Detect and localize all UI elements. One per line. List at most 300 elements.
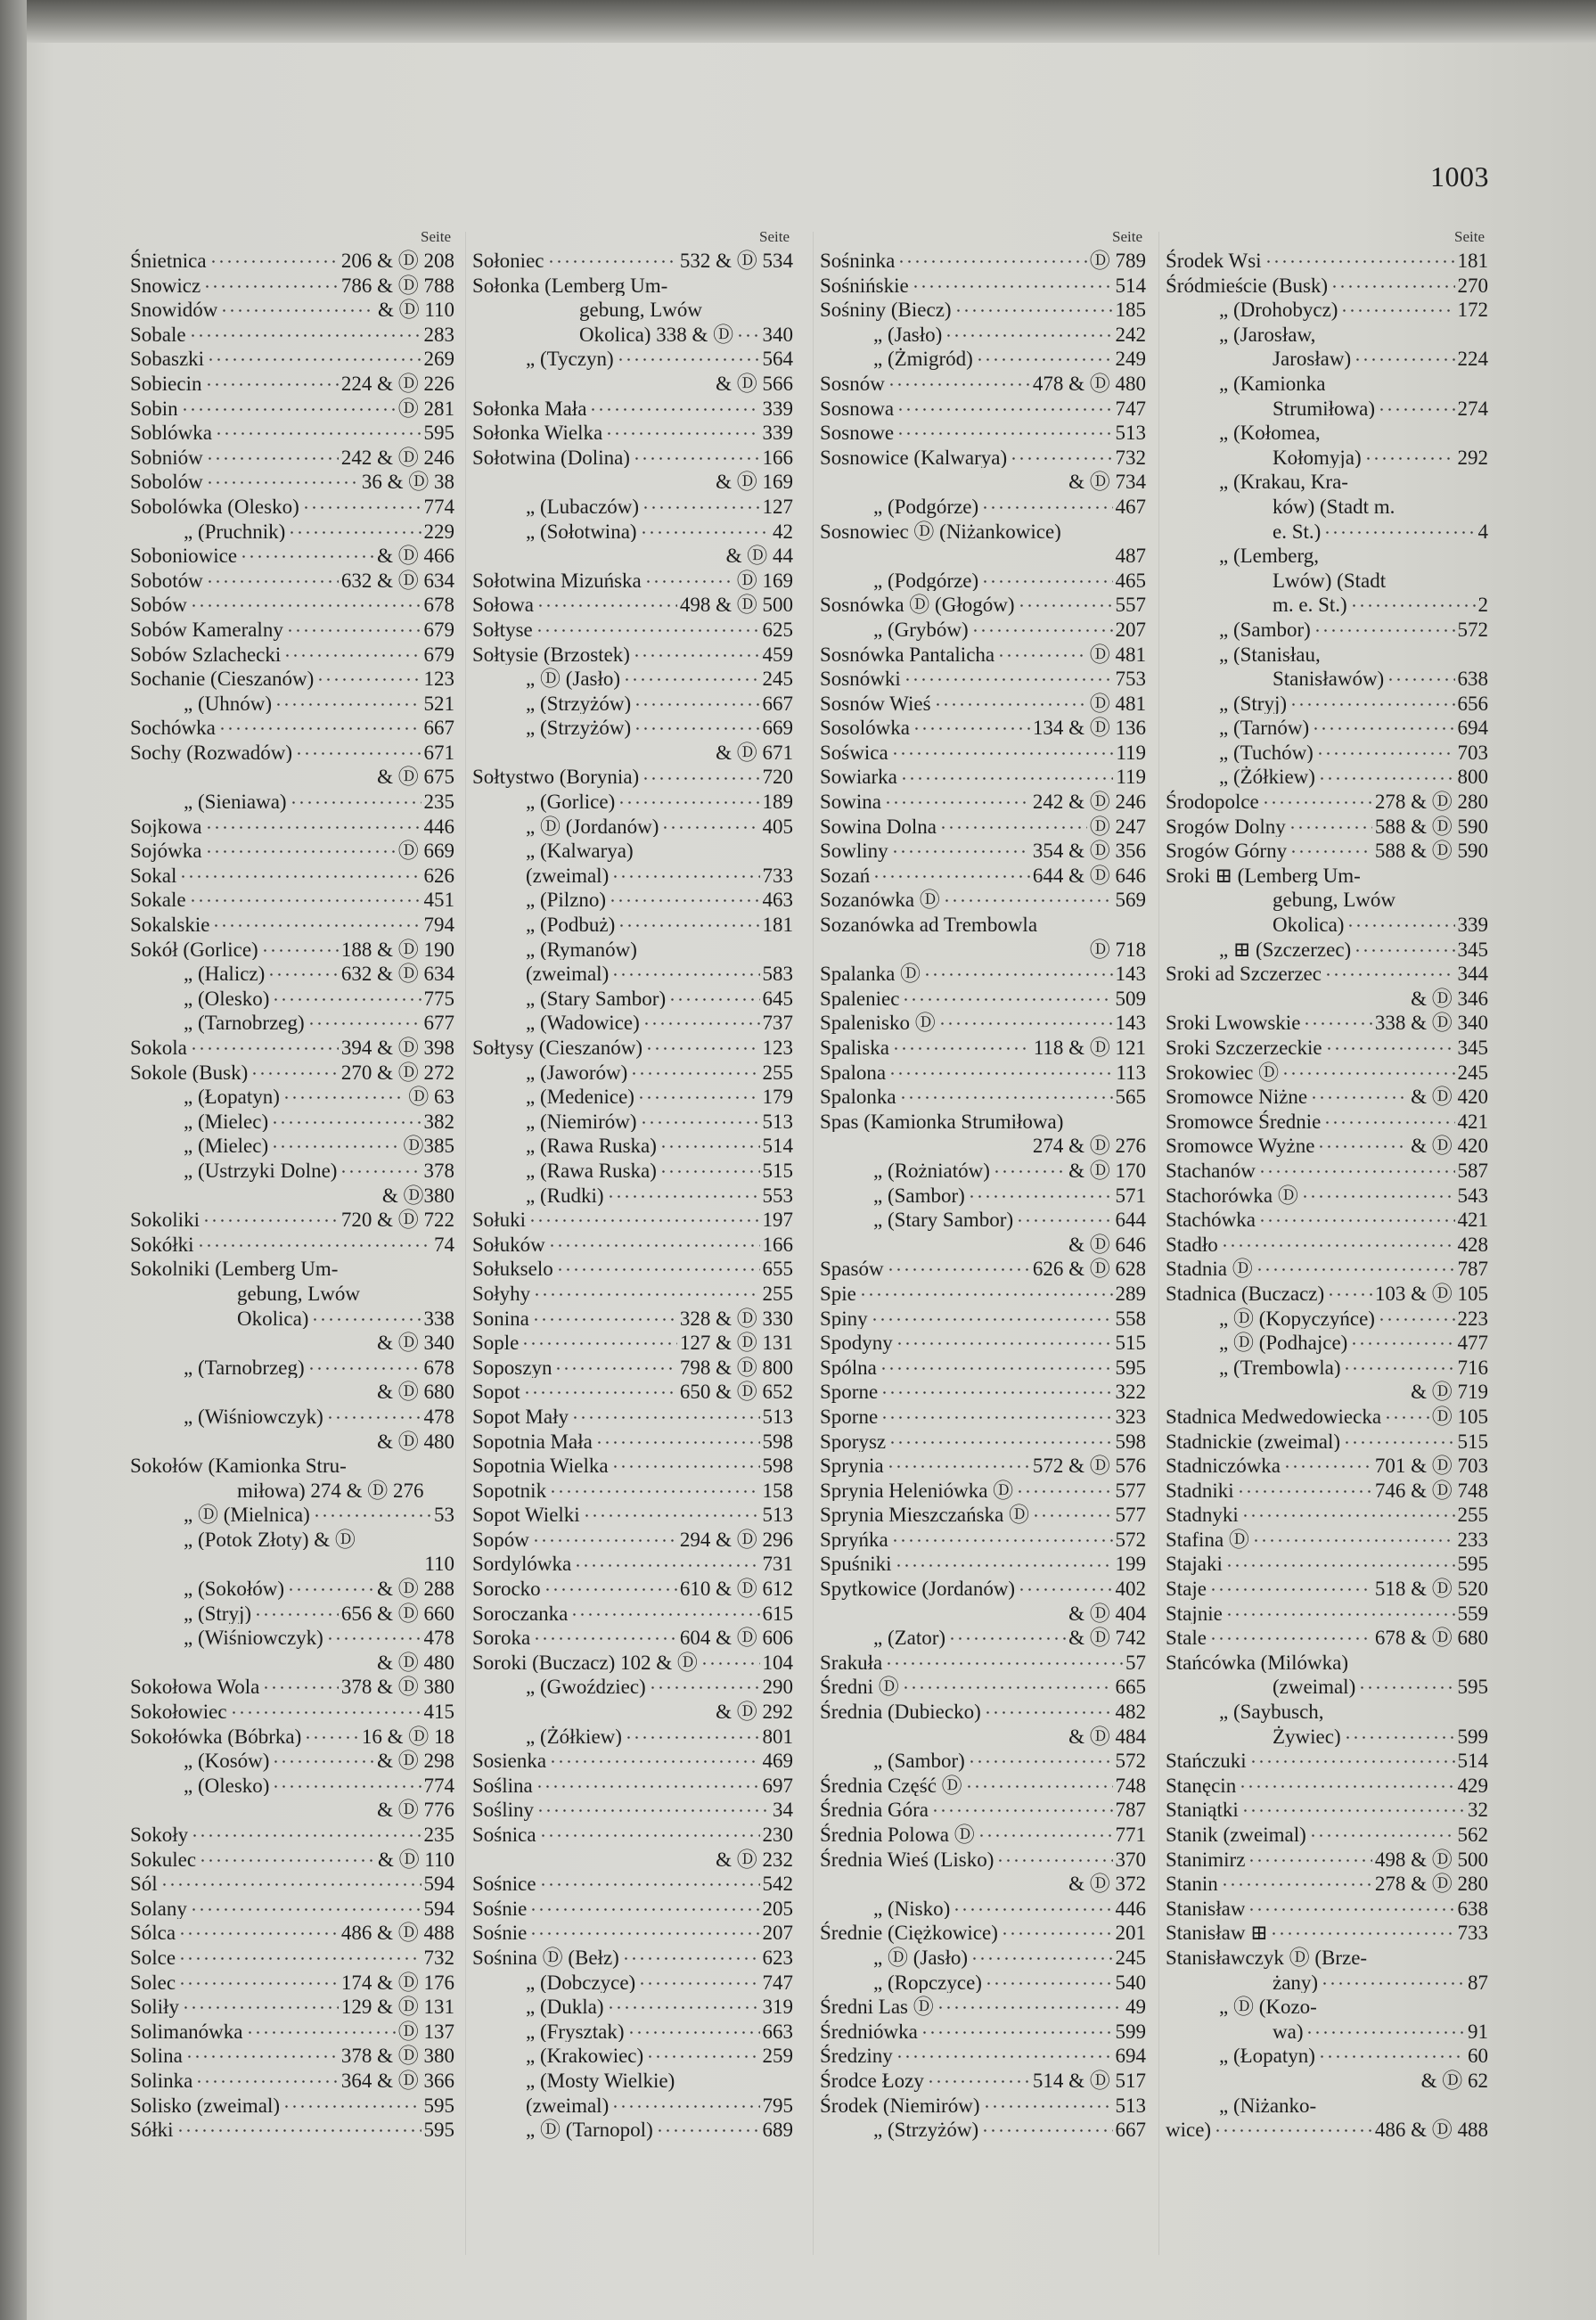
column-header: Seite [1112,228,1142,245]
index-entry [472,960,793,985]
index-entry [1166,2116,1488,2141]
entry-place-name: Sochy (Rozwadów) [130,741,293,764]
entry-page-ref: 230 [762,1824,793,1846]
entry-page-ref: 181 [762,914,793,936]
index-entry [130,1182,454,1207]
index-entry [1166,1059,1488,1084]
entry-place-name: Stajaki [1166,1553,1223,1576]
entry-place-name: Srogów Dolny [1166,815,1286,838]
leader-dots [521,1329,676,1349]
entry-place-name: „ (Sambor) [873,1184,965,1207]
entry-page-ref: Ⓓ 669 [397,840,454,862]
entry-page-ref: 119 [1116,741,1146,764]
leader-dots [1350,591,1476,611]
leader-dots [968,1747,1113,1767]
entry-place-name: gebung, Lwów [579,299,702,321]
index-entry [472,886,793,911]
index-entry [130,1157,454,1182]
leader-dots [539,1821,760,1841]
index-entry [472,542,793,567]
entry-place-name: „ (Pruchnik) [184,520,286,543]
leader-dots [981,493,1112,513]
index-entry [1166,444,1488,469]
entry-page-ref: 565 [1115,1086,1146,1108]
leader-dots [326,1624,422,1644]
index-column-3 [820,227,1146,2268]
index-entry [1166,1329,1488,1354]
entry-place-name: „ (Jarosław, [1219,323,1316,346]
entry-page-ref: 42 [773,520,793,543]
index-entry [130,1944,454,1969]
entry-page-ref: 207 [762,1922,793,1944]
leader-dots [937,1993,1123,2013]
index-entry [820,1378,1146,1403]
leader-dots [185,2042,339,2062]
leader-dots [1378,395,1455,415]
leader-dots [927,2067,1030,2087]
entry-place-name: Sokoliki [130,1209,200,1231]
leader-dots [207,345,421,365]
entry-place-name: Sopów [472,1528,529,1551]
index-entry [1166,370,1488,395]
entry-place-name: Solce [130,1946,176,1969]
index-entry [820,419,1146,444]
entry-page-ref: 669 [762,717,793,739]
entry-place-name: Sołotwina Mizuńska [472,569,642,592]
entry-place-name: Sólca [130,1922,176,1944]
leader-dots [286,616,422,636]
entry-place-name: Sokółki [130,1233,194,1256]
entry-page-ref: 394 & Ⓓ 398 [340,1037,454,1059]
entry-place-name: Sromowce Średnie [1166,1110,1322,1133]
entry-place-name: „ (Strzyżów) [526,717,632,739]
column-header: Seite [759,228,790,245]
leader-dots [1309,1821,1455,1841]
entry-page-ref: 415 [423,1701,454,1723]
leader-dots [611,862,759,882]
index-entry [1166,1673,1488,1698]
entry-page-ref: 577 [1115,1479,1146,1502]
entry-page-ref: & Ⓓ 480 [377,1651,454,1674]
entry-place-name: Sosnowa [820,397,895,420]
leader-dots [607,1182,760,1202]
entry-place-name: Sobin [130,397,178,420]
entry-page-ref: 559 [1457,1602,1488,1625]
entry-place-name: Soliły [130,1996,179,2018]
entry-place-name: „ (Krakau, Kra- [1219,471,1348,493]
leader-dots [1001,1919,1113,1939]
index-entry [130,444,454,469]
index-entry [472,1231,793,1256]
leader-dots [880,1403,1112,1423]
entry-page-ref: & Ⓓ 298 [377,1750,454,1772]
entry-place-name: „ (Podgórze) [873,495,979,518]
entry-page-ref: 667 [423,717,454,739]
index-entry [472,345,793,370]
entry-place-name: Solinka [130,2069,193,2092]
entry-place-name: Stachówka [1166,1209,1256,1231]
leader-dots [899,1083,1113,1103]
entry-place-name: Stale [1166,1627,1207,1649]
entry-page-ref: Ⓓ 718 [1089,938,1146,961]
entry-place-name: „ (Wadowice) [526,1012,640,1034]
leader-dots [880,1378,1112,1398]
entry-place-name: Sople [472,1332,520,1354]
entry-page-ref: 259 [762,2045,793,2067]
entry-page-ref: 224 & Ⓓ 226 [340,372,454,395]
entry-place-name: Śnietnica [130,250,207,272]
entry-page-ref: 119 [1116,766,1146,789]
entry-page-ref: 446 [423,815,454,838]
entry-place-name: Stadnickie (zweimal) [1166,1430,1341,1453]
leader-dots [570,1600,759,1620]
entry-place-name: „ Ⓓ (Kopyczyńce) [1219,1307,1375,1330]
entry-place-name: Średziny [820,2045,893,2067]
index-entry [1166,960,1488,985]
entry-place-name: Sokołowiec [130,1701,227,1723]
entry-place-name: Stachanów [1166,1159,1256,1182]
entry-place-name: „ (Sambor) [873,1750,965,1772]
entry-page-ref: 459 [762,643,793,666]
leader-dots [997,641,1087,661]
leader-dots [644,567,734,587]
leader-dots [884,788,1030,808]
index-entry [130,542,454,567]
index-entry [472,1428,793,1453]
entry-place-name: Środce Łozy [820,2069,924,2092]
leader-dots [605,419,759,439]
index-entry [472,444,793,469]
entry-place-name: „ (Łopatyn) [1219,2045,1315,2067]
entry-page-ref: 74 [434,1233,454,1256]
index-entry [820,321,1146,346]
leader-dots [1241,1796,1465,1816]
index-entry [130,395,454,420]
index-entry [130,591,454,616]
leader-dots [1387,665,1454,685]
index-entry [472,370,793,395]
entry-place-name: wa) [1273,2020,1304,2043]
leader-dots [656,2116,760,2136]
entry-page-ref: & Ⓓ 480 [377,1430,454,1453]
index-entry [820,1772,1146,1797]
leader-dots [283,641,421,661]
index-entry [820,2018,1146,2043]
entry-place-name: Stadnica Medwedowiecka [1166,1405,1382,1428]
index-entry [472,739,793,764]
entry-place-name: Sołuki [472,1209,527,1231]
entry-page-ref: 421 [1457,1209,1488,1231]
leader-dots [923,960,1112,980]
leader-dots [549,1477,759,1497]
leader-dots [215,419,422,439]
entry-place-name: Sośnina Ⓓ (Bełz) [472,1946,619,1969]
leader-dots [230,1698,422,1718]
leader-dots [287,1575,374,1595]
entry-place-name: Sółki [130,2119,174,2141]
leader-dots [880,1354,1113,1374]
leader-dots [1318,2042,1465,2062]
entry-place-name: Średnia Polowa Ⓓ [820,1824,975,1846]
entry-page-ref: 599 [1115,2020,1146,2043]
entry-page-ref: & Ⓓ 404 [1068,1602,1146,1625]
entry-page-ref: 678 & Ⓓ 680 [1374,1627,1488,1649]
index-entry [472,1452,793,1477]
entry-page-ref: 49 [1125,1996,1146,2018]
entry-page-ref: 543 [1457,1184,1488,1207]
index-entry [1166,985,1488,1010]
leader-dots [206,468,359,488]
leader-dots [205,370,339,390]
entry-place-name: Sopotnik [472,1479,547,1502]
index-entry [1166,1895,1488,1920]
leader-dots [1323,1108,1454,1128]
leader-dots [547,247,677,267]
entry-place-name: „ (Kamionka [1219,372,1326,395]
entry-place-name: Sporne [820,1381,879,1403]
leader-dots [589,395,759,415]
entry-place-name: Sroki Lwowskie [1166,1012,1301,1034]
leader-dots [311,1305,421,1325]
leader-dots [888,1428,1112,1448]
leader-dots [1221,1231,1455,1251]
index-entry [820,1624,1146,1649]
entry-place-name: „ Ⓓ (Jasło) [526,668,621,690]
entry-place-name: Spuśniki [820,1553,892,1576]
entry-place-name: „ (Lubaczów) [526,495,640,518]
entry-page-ref: 290 [762,1676,793,1699]
entry-page-ref: 564 [762,348,793,370]
entry-page-ref: 513 [1115,422,1146,444]
index-entry [820,296,1146,321]
entry-place-name: Sołonka Mała [472,397,587,420]
entry-page-ref: 572 [1115,1528,1146,1551]
index-entry [472,1698,793,1723]
entry-page-ref: 143 [1115,1012,1146,1034]
leader-dots [891,1526,1113,1546]
index-entry [820,936,1146,961]
entry-page-ref: 558 [1115,1307,1146,1330]
entry-place-name: Stanin [1166,1873,1218,1895]
index-entry [820,1255,1146,1280]
leader-dots [271,1108,421,1128]
leader-dots [199,1846,375,1866]
entry-page-ref: 553 [762,1184,793,1207]
entry-page-ref: 206 & Ⓓ 208 [340,250,454,272]
leader-dots [642,1009,760,1029]
leader-dots [220,296,375,316]
leader-dots [176,2116,422,2136]
index-entry [130,1821,454,1846]
entry-place-name: Sokołów (Kamionka Stru- [130,1455,347,1477]
entry-place-name: „ (Wiśniowczyk) [184,1405,323,1428]
entry-place-name: „ (Niemirów) [526,1110,637,1133]
entry-place-name: Spalonka [820,1086,896,1108]
index-entry [820,247,1146,272]
column-rule [465,232,466,2255]
entry-page-ref: 60 [1468,2045,1488,2067]
leader-dots [1301,1182,1455,1202]
index-entry [820,1009,1146,1034]
index-entry [820,2067,1146,2092]
index-entry [1166,837,1488,862]
leader-dots [993,1157,1066,1177]
index-entry [472,1157,793,1182]
entry-page-ref: 428 [1457,1233,1488,1256]
index-entry [1166,1378,1488,1403]
entry-page-ref: 174 & Ⓓ 176 [340,1971,454,1994]
index-entry [472,518,793,543]
index-entry [472,1305,793,1330]
index-entry [130,1231,454,1256]
leader-dots [637,1083,760,1103]
entry-page-ref: 645 [762,987,793,1010]
entry-page-ref: 378 & Ⓓ 380 [340,2045,454,2067]
index-entry [820,1329,1146,1354]
entry-place-name: „ ⊞ (Szczerzec) [1219,938,1352,961]
leader-dots [900,763,1113,783]
index-entry [820,739,1146,764]
index-entry [1166,1255,1488,1280]
leader-dots [190,1034,339,1054]
index-entry [472,1083,793,1108]
index-entry [820,1083,1146,1108]
entry-page-ref: 328 & Ⓓ 330 [679,1307,793,1330]
leader-dots [533,1280,759,1300]
leader-dots [536,591,677,611]
index-entry [130,1305,454,1330]
entry-page-ref: 402 [1115,1578,1146,1600]
leader-dots [1324,960,1455,980]
index-entry [472,493,793,518]
index-entry [1166,321,1488,346]
entry-place-name: Sordylówka [472,1553,572,1576]
index-entry [820,1059,1146,1084]
entry-place-name: Średni Ⓓ [820,1676,899,1699]
entry-page-ref: 787 [1115,1799,1146,1821]
entry-place-name: „ (Ropczyce) [873,1971,982,1994]
entry-page-ref: & Ⓓ 288 [377,1578,454,1600]
entry-place-name: Sromowce Niżne [1166,1086,1308,1108]
entry-page-ref: 667 [1115,2119,1146,2141]
entry-page-ref: Ⓓ 789 [1089,250,1146,272]
entry-page-ref: 521 [423,692,454,715]
entry-page-ref: 104 [762,1651,793,1674]
entry-place-name: Sośniny (Biecz) [820,299,952,321]
leader-dots [1305,2018,1465,2038]
index-entry [472,2116,793,2141]
index-entry [472,1846,793,1871]
entry-place-name: Spie [820,1282,856,1305]
index-entry [1166,1182,1488,1207]
entry-place-name: Lwów) (Stadt [1273,569,1387,592]
leader-dots [189,886,422,906]
entry-place-name: „ (Stryj) [1219,692,1288,715]
entry-page-ref: & Ⓓ 646 [1068,1233,1146,1256]
leader-dots [1016,1206,1112,1226]
entry-page-ref: 378 & Ⓓ 380 [340,1676,454,1699]
leader-dots [885,1649,1123,1669]
index-entry [472,788,793,813]
index-entry [130,1846,454,1871]
leader-dots [1346,911,1454,931]
entry-place-name: Sowina [820,791,881,813]
entry-page-ref: 794 [423,914,454,936]
index-entry [820,1796,1146,1821]
index-entry [130,1009,454,1034]
entry-page-ref: 626 [423,864,454,887]
entry-page-ref: 319 [762,1996,793,2018]
entry-page-ref: 270 [1457,274,1488,297]
entry-page-ref: 595 [423,2119,454,2141]
leader-dots [181,395,396,415]
entry-place-name: „ (Potok Złoty) & Ⓓ [184,1528,356,1551]
leader-dots [971,616,1113,636]
entry-place-name: Sopot Mały [472,1405,569,1428]
entry-page-ref: & Ⓓ 44 [725,545,793,567]
entry-page-ref: 694 [1115,2045,1146,2067]
leader-dots [178,1944,421,1964]
entry-place-name: „ (Tarnów) [1219,717,1310,739]
index-entry [820,591,1146,616]
leader-dots [640,1108,760,1128]
entry-page-ref: 249 [1115,348,1146,370]
index-entry [820,1132,1146,1157]
entry-place-name: Sobolówka (Olesko) [130,495,299,518]
index-entry [472,1821,793,1846]
index-entry [130,714,454,739]
leader-dots [295,739,421,759]
leader-dots [549,1747,759,1767]
index-entry [820,1231,1146,1256]
leader-dots [583,1501,760,1521]
leader-dots [246,2018,396,2038]
index-entry [820,1526,1146,1551]
leader-dots [189,321,422,341]
leader-dots [634,690,759,710]
entry-page-ref: 57 [1125,1651,1146,1674]
leader-dots [1209,1575,1372,1595]
column-header: Seite [421,228,451,245]
index-entry [1166,1846,1488,1871]
leader-dots [1248,1846,1371,1866]
entry-page-ref: 283 [423,323,454,346]
index-entry [472,1182,793,1207]
entry-place-name: Spodyny [820,1332,893,1354]
index-entry [820,1305,1146,1330]
leader-dots [1354,936,1454,956]
entry-place-name: Stadniki [1166,1479,1234,1502]
entry-page-ref: 787 [1457,1258,1488,1280]
entry-page-ref: 405 [762,815,793,838]
entry-place-name: „ Ⓓ (Podhajce) [1219,1332,1348,1354]
entry-place-name: Sosnówka Pantalicha [820,643,995,666]
entry-place-name: wice) [1166,2119,1212,2141]
leader-dots [622,1944,760,1964]
index-entry [472,1673,793,1698]
index-entry [820,2116,1146,2141]
index-entry [130,1796,454,1821]
entry-place-name: „ (Stanisłau, [1219,643,1321,666]
leader-dots [202,1206,339,1226]
entry-page-ref: 32 [1468,1799,1488,1821]
index-entry [130,1895,454,1920]
leader-dots [1018,1575,1112,1595]
entry-place-name: Sobniów [130,446,203,469]
index-entry [1166,247,1488,272]
entry-page-ref: 245 [762,668,793,690]
leader-dots [904,665,1113,685]
